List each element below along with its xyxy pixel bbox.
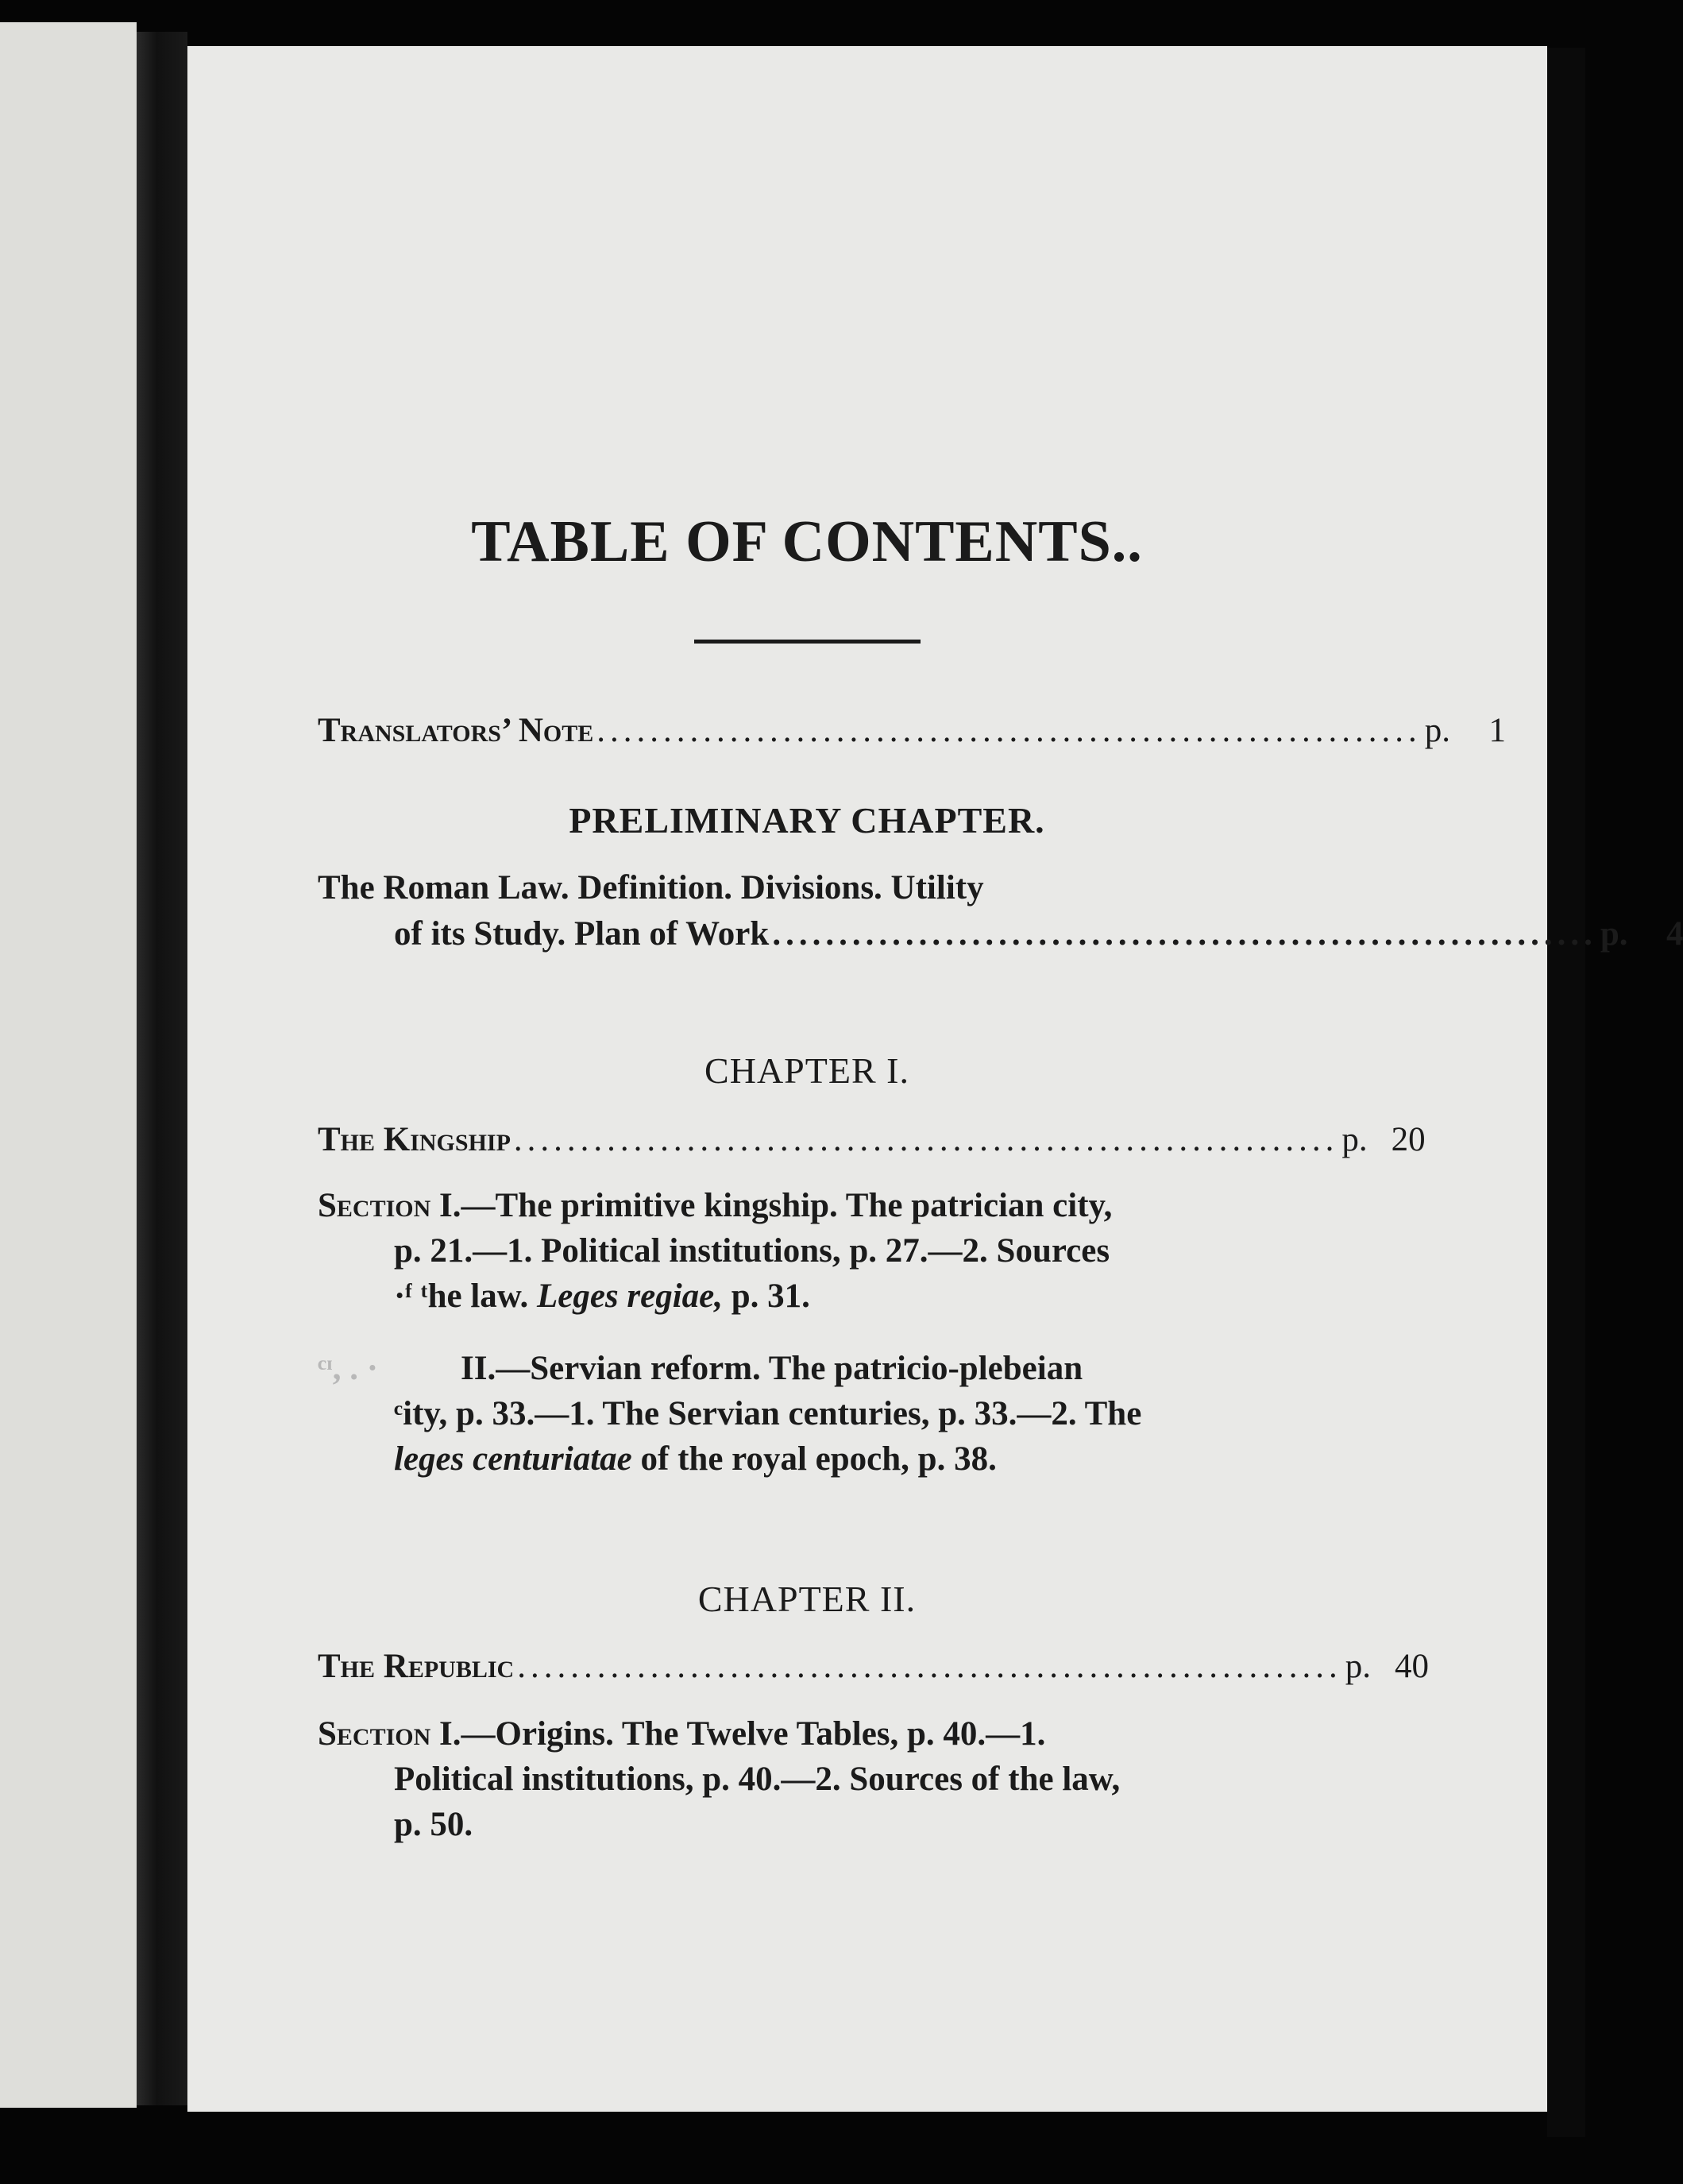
leader-dots: .............................................................. (772, 915, 1597, 953)
chapter-2-section-1-line-2: Political institutions, p. 40.—2. Sources of the law, (394, 1761, 1121, 1798)
page-number: 40 (1394, 1648, 1429, 1685)
page-number: 20 (1391, 1121, 1426, 1158)
page-prefix: p. (1341, 1121, 1368, 1158)
section-text: I.—Origins. The Twelve Tables, p. 40.—1. (439, 1715, 1046, 1753)
section-text: of the royal epoch, p. 38. (640, 1440, 997, 1478)
page-number: 4 (1666, 915, 1683, 953)
leader-dots: .............................................................. (596, 712, 1422, 749)
section-text: p. 31. (731, 1278, 810, 1315)
section-text: —The primitive kingship. The patrician city, (461, 1187, 1113, 1224)
toc-entry-translators-note (318, 709, 1506, 753)
page-prefix: p. (1600, 915, 1628, 953)
left-page-edge (0, 22, 137, 2108)
page-title: TABLE OF CONTENTS.. (471, 509, 1143, 574)
book-gutter (137, 32, 187, 2105)
toc-entry-republic (318, 1645, 1429, 1689)
heading-chapter-1: CHAPTER I. (704, 1050, 909, 1091)
entry-label: The Kingship (318, 1121, 511, 1158)
section-text: II.—Servian reform. The patricio-plebeian (461, 1350, 1083, 1387)
section-text: ·ᶠ ᵗhe law. (394, 1278, 529, 1315)
section-lead: Section I. (318, 1187, 461, 1224)
section-italic: leges centuriatae (394, 1440, 632, 1478)
chapter-1-section-1-line-3 (318, 1274, 1296, 1319)
page-number: 1 (1488, 712, 1506, 749)
chapter-1-section-1-line-2: p. 21.—1. Political institutions, p. 27.—2. Sources (394, 1232, 1110, 1270)
preliminary-line-1: The Roman Law. Definition. Divisions. Utility (318, 869, 984, 906)
page-prefix: p. (1345, 1648, 1371, 1685)
section-italic: Leges regiae, (536, 1278, 724, 1315)
chapter-2-section-1-line-3: p. 50. (394, 1806, 473, 1843)
leader-dots: .............................................................. (513, 1121, 1339, 1158)
chapter-1-section-2-line-2: ᶜity, p. 33.—1. The Servian centuries, p. 33.—2. The (394, 1395, 1142, 1432)
chapter-1-section-2-line-1 (318, 1347, 1296, 1391)
page-prefix: p. (1424, 712, 1450, 749)
entry-label: The Republic (318, 1648, 515, 1685)
scan-border (1547, 48, 1585, 2137)
chapter-1-section-2-line-3 (318, 1437, 1296, 1482)
toc-entry-preliminary (318, 912, 1683, 957)
chapter-2-section-1-line-1 (318, 1712, 1296, 1757)
leader-dots: .............................................................. (517, 1648, 1342, 1685)
title-rule (694, 640, 921, 644)
section-lead: Section (318, 1715, 431, 1753)
entry-label: of its Study. Plan of Work (394, 915, 770, 953)
heading-preliminary-chapter: PRELIMINARY CHAPTER. (569, 800, 1045, 841)
smudged-text: ᶜᶦ, . · (318, 1350, 379, 1387)
toc-entry-kingship (318, 1118, 1426, 1162)
heading-chapter-2: CHAPTER II. (697, 1579, 917, 1619)
chapter-1-section-1-line-1 (318, 1184, 1296, 1228)
entry-label: Translators’ Note (318, 712, 594, 749)
